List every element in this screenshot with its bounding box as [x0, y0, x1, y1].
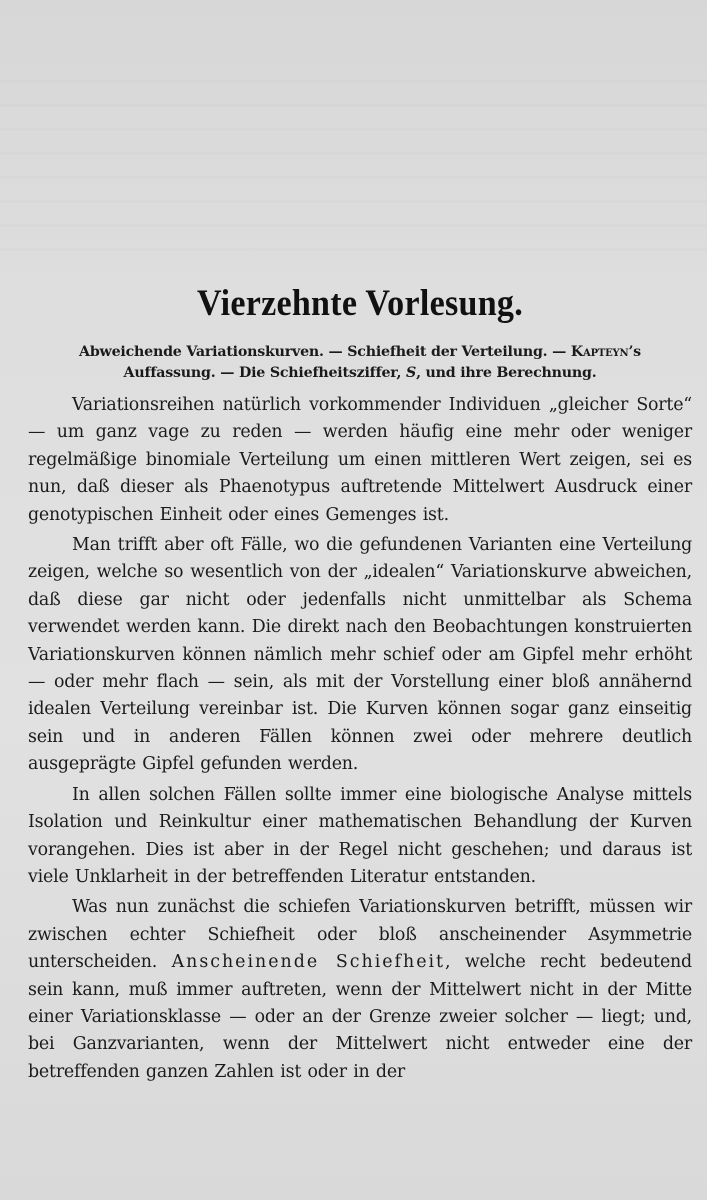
paragraph-1: Variationsreihen natürlich vorkommender Individuen „gleicher Sorte“ — um ganz vage zu reden — werden häufig eine mehr oder weniger regelmäßige binomiale Verteilung um einen mittleren Wert zeigen, sei es nun, daß dieser als Phaenotypus auftretende Mittelwert Ausdruck einer genotypischen Einheit oder eines Gemenges ist. — [28, 395, 692, 525]
paragraph-2: Man trifft aber oft Fälle, wo die gefundenen Varianten eine Verteilung zeigen, welche so wesentlich von der „idealen“ Variationskurve abweichen, daß diese gar nicht oder jedenfalls nicht unmittelbar als Schema verwendet werden kann. Die direkt nach den Beobachtungen konstruierten Variationskurven können nämlich mehr schief oder am Gipfel mehr erhöht — oder mehr flach — sein, als mit der Vorstellung einer bloß annähernd idealen Verteilung vereinbar ist. Die Kurven können sogar ganz einseitig sein und in anderen Fällen können zwei oder mehrere deutlich ausgeprägte Gipfel gefunden werden. — [28, 535, 692, 775]
summary-text-1: Abweichende Variationskurven. — Schiefheit der Verteilung. — — [79, 344, 571, 360]
paragraph-4-emphasis: Anscheinende Schiefheit — [171, 952, 446, 973]
summary-text-3: Auffassung. — Die Schiefheitsziffer, — [123, 365, 407, 381]
paragraph-4-text-a: Was nun zunächst die schiefen Variationskurven betrifft, müssen wir zwischen echter Schiefheit oder bloß anscheinender Asymmetrie unterscheiden. — [28, 897, 692, 973]
paragraph-4-text-b: , welche recht bedeutend sein kann, muß immer auftreten, wenn der Mittelwert nicht in der Mitte einer Variationsklasse — oder an der Grenze zweier solcher — liegt; und, bei Ganzvarianten, wenn der Mittelwert nicht entweder eine der betreffenden ganzen Zahlen ist oder in der — [28, 952, 692, 1082]
summary-author: Kapteyn — [570, 344, 629, 360]
summary-text-4: , und ihre Berechnung. — [416, 365, 597, 381]
paragraph-3: In allen solchen Fällen sollte immer eine biologische Analyse mittels Isolation und Reinkultur einer mathematischen Behandlung der Kurven vorangehen. Dies ist aber in der Regel nicht geschehen; und daraus ist viele Unklarheit in der betreffenden Literatur entstanden. — [28, 784, 692, 887]
summary-symbol: S — [406, 365, 417, 381]
chapter-summary — [28, 342, 692, 384]
summary-text-2: ’s — [628, 344, 641, 360]
paragraph-4 — [28, 894, 692, 1086]
page-content — [28, 282, 692, 1086]
show-through-texture — [0, 60, 707, 260]
chapter-title: Vierzehnte Vorlesung. — [196, 283, 523, 324]
